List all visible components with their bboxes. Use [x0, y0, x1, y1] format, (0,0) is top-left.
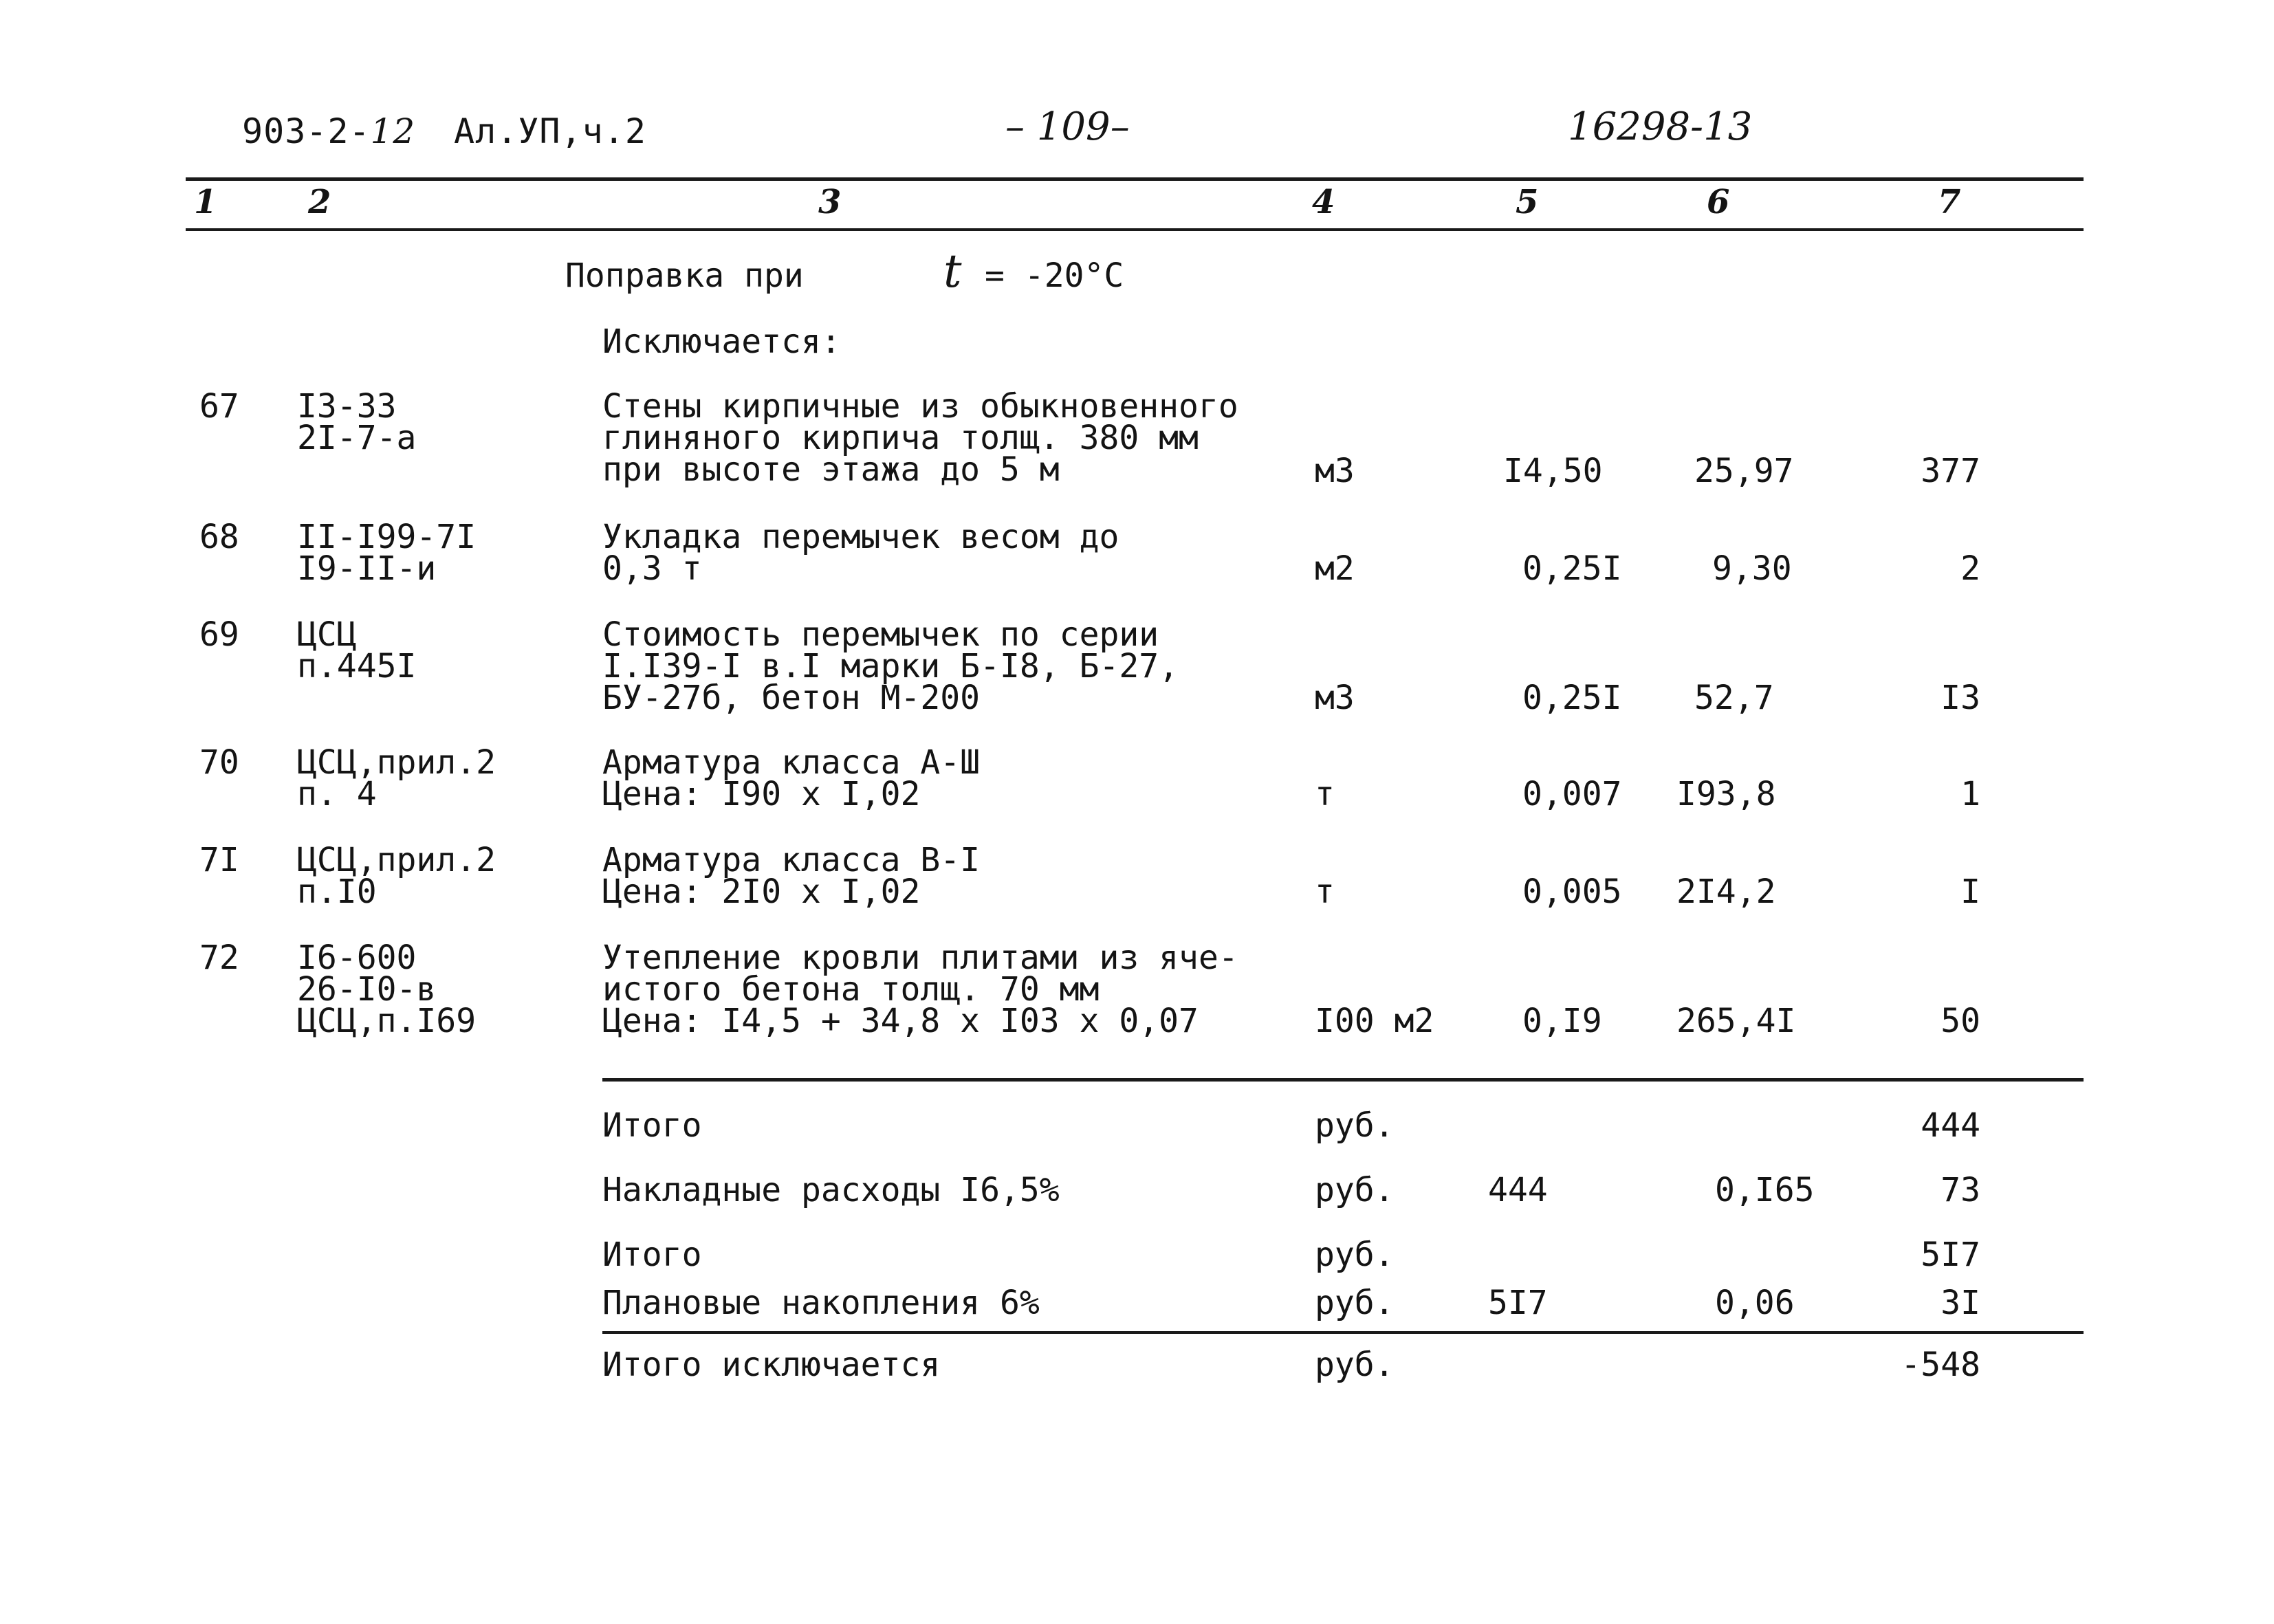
row-number: 72 — [199, 939, 239, 977]
row-code: ЦСЦ,прил.2 п.I0 — [297, 841, 496, 911]
row-total: 50 — [1940, 1002, 1980, 1040]
summary-label: Итого — [602, 1236, 702, 1274]
summary-label: Накладные расходы I6,5% — [602, 1171, 1060, 1209]
row-quantity: 0,I9 — [1522, 1002, 1602, 1040]
row-unit: т — [1315, 873, 1335, 911]
column-number-1: 1 — [194, 183, 217, 221]
column-number-5: 5 — [1516, 183, 1539, 221]
row-description: Арматура класса В-I Цена: 2I0 х I,02 — [602, 841, 981, 911]
header-top-rule — [186, 177, 2084, 181]
row-total: 2 — [1960, 549, 1980, 588]
summary-label: Плановые накопления 6% — [602, 1284, 1040, 1322]
row-number: 68 — [199, 518, 239, 556]
row-total: 1 — [1960, 775, 1980, 813]
summary-price: 0,I65 — [1715, 1171, 1815, 1209]
column-number-4: 4 — [1312, 183, 1335, 221]
row-total: 377 — [1921, 452, 1980, 490]
final-total: -548 — [1901, 1346, 1980, 1384]
summary-unit: руб. — [1315, 1236, 1395, 1274]
row-number: 69 — [199, 615, 239, 654]
summary-total: 3I — [1940, 1284, 1980, 1322]
summary-quantity: 5I7 — [1488, 1284, 1548, 1322]
summary-top-rule — [602, 1078, 2084, 1082]
excluded-label: Исключается: — [602, 322, 841, 361]
row-quantity: 0,25I — [1522, 549, 1622, 588]
row-quantity: 0,005 — [1522, 873, 1622, 911]
row-description: Стоимость перемычек по серии I.I39-I в.I марки Б-I8, Б-27, БУ-27б, бетон М-200 — [602, 615, 1179, 717]
column-number-2: 2 — [308, 183, 331, 221]
summary-total: 73 — [1940, 1171, 1980, 1209]
row-unit: м2 — [1315, 549, 1355, 588]
row-quantity: 0,25I — [1522, 679, 1622, 717]
row-code: I6-600 26-I0-в ЦСЦ,п.I69 — [297, 939, 477, 1040]
correction-value: = -20°C — [985, 256, 1124, 295]
row-price: 9,30 — [1712, 549, 1792, 588]
row-price: 25,97 — [1694, 452, 1794, 490]
summary-total: 444 — [1921, 1106, 1980, 1145]
summary-unit: руб. — [1315, 1284, 1395, 1322]
row-description: Укладка перемычек весом до 0,3 т — [602, 518, 1119, 588]
row-price: I93,8 — [1676, 775, 1776, 813]
row-description: Стены кирпичные из обыкновенного глиняного кирпича толщ. 380 мм при высоте этажа до 5 м — [602, 387, 1238, 489]
header-album: Ал.УП,ч.2 — [454, 111, 646, 151]
row-number: 70 — [199, 743, 239, 782]
row-quantity: I4,50 — [1503, 452, 1603, 490]
summary-unit: руб. — [1315, 1171, 1395, 1209]
row-unit: т — [1315, 775, 1335, 813]
summary-total: 5I7 — [1921, 1236, 1980, 1274]
header-bottom-rule — [186, 228, 2084, 231]
row-total: I — [1960, 873, 1980, 911]
row-unit: м3 — [1315, 679, 1355, 717]
final-rule — [602, 1331, 2084, 1334]
summary-quantity: 444 — [1488, 1171, 1548, 1209]
correction-label: Поправка при — [565, 256, 804, 295]
row-description: Арматура класса А-Ш Цена: I90 х I,02 — [602, 743, 981, 813]
page-number: – 109– — [1005, 105, 1130, 149]
row-number: 7I — [199, 841, 239, 879]
header-code-prefix: 903-2- — [242, 111, 371, 151]
row-description: Утепление кровли плитами из яче- истого бетона толщ. 70 мм Цена: I4,5 + 34,8 х I03 х 0,07 — [602, 939, 1238, 1040]
summary-price: 0,06 — [1715, 1284, 1795, 1322]
summary-unit: руб. — [1315, 1106, 1395, 1145]
summary-label: Итого — [602, 1106, 702, 1145]
row-number: 67 — [199, 387, 239, 426]
row-code: I3-33 2I-7-а — [297, 387, 417, 457]
row-price: 265,4I — [1676, 1002, 1796, 1040]
row-price: 2I4,2 — [1676, 873, 1776, 911]
row-unit: м3 — [1315, 452, 1355, 490]
row-quantity: 0,007 — [1522, 775, 1622, 813]
row-unit: I00 м2 — [1315, 1002, 1434, 1040]
row-total: I3 — [1940, 679, 1980, 717]
correction-symbol: t — [943, 245, 962, 298]
column-number-6: 6 — [1707, 183, 1730, 221]
row-code: II-I99-7I I9-II-и — [297, 518, 477, 588]
document-number: 16298-13 — [1568, 105, 1753, 149]
row-price: 52,7 — [1694, 679, 1774, 717]
row-code: ЦСЦ п.445I — [297, 615, 417, 685]
final-unit: руб. — [1315, 1346, 1395, 1384]
header-code-suffix: 12 — [370, 111, 416, 151]
header-code — [242, 111, 415, 151]
row-code: ЦСЦ,прил.2 п. 4 — [297, 743, 496, 813]
column-number-7: 7 — [1938, 183, 1961, 221]
column-number-3: 3 — [818, 183, 842, 221]
final-label: Итого исключается — [602, 1346, 941, 1384]
